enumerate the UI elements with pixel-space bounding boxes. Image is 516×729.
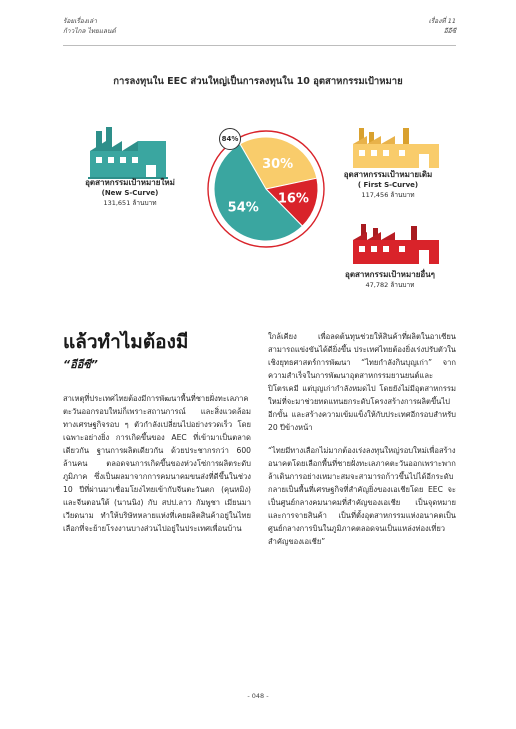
quote-paragraph: “ไทยมีทางเลือกไม่มากต้องเร่งลงทุนใหญ่รอบใหม่เพื่อสร้างอนาคตโดยเลือกพื้นที่ชายฝั่งทะเลภาคตะวันออกเพราะพากล้าเดินการอย่างเหมาะสมจะสามารถก้าวขึ้นไปได้อีกระดับ กลายเป็นพื้นที่เศรษฐกิจที่สำคัญยิ่งของเอเชียโดย EEC จะเป็นศูนย์กลางคมนาคมที่สำคัญของเอเชีย เป็นจุดหมายและการจายสินค้า เป็นที่ตั้งอุตสาหกรรมแห่งอนาคตเป็นศูนย์กลางการบินในภูมิภาคตลอดจนเป็นแหล่งท่องเที่ยวสำคัญของเอเชีย” (268, 446, 456, 546)
factory-first-icon (353, 128, 439, 168)
pie-slice-label: 54% (227, 200, 259, 216)
running-header-left (63, 16, 116, 36)
story-number: เรื่องที่ 11 (428, 17, 456, 25)
label-new-value: 131,651 ล้านบาท (103, 199, 157, 207)
header-divider (63, 45, 456, 46)
label-new-s-curve (60, 178, 200, 208)
label-other-value: 47,782 ล้านบาท (365, 281, 415, 289)
story-topic: อีอีซี (443, 27, 456, 35)
combined-share-badge: 84% (219, 128, 241, 150)
pie-slice-label: 30% (262, 156, 294, 172)
right-column (268, 330, 456, 558)
body-paragraph: ใกล้เคียง เพื่อลดต้นทุนช่วยให้สินค้าที่ผลิตในอาเซียนสามารถแข่งขันได้ดียิ่งขึ้น ประเทศไทยต้องยิ่งเร่งปรับตัวในเชิงยุทธศาสตร์การพัฒนา “ไทยกำลังกินบุญเก่า” จากความสำเร็จในการพัฒนาอุตสาหกรรมยานยนต์และปิโตรเคมี แต่บุญเก่ากำลังหมดไป โดยยังไม่มีอุตสาหกรรมใหม่ที่จะมาช่วยทดแทนยกระดับโครงสร้างการผลิตขึ้นไปอีกขั้น และสร้างความเข้มแข็งให้กับประเทศอีกรอบสำหรับ 20 ปีข้างหน้า (268, 332, 456, 432)
article-subtitle: “อีอีซี” (63, 358, 98, 371)
page-number: - 048 - (247, 692, 269, 700)
label-first-name: อุตสาหกรรมเป้าหมายเดิม (343, 170, 433, 179)
label-other-industries (330, 270, 450, 290)
series-title: ร้อยเรื่องเล่า (63, 17, 97, 25)
label-first-sub: ( First S-Curve) (357, 181, 419, 189)
label-new-sub: (New S-Curve) (101, 189, 159, 197)
article-title: แล้วทำไมต้องมี (63, 331, 189, 353)
series-subtitle: ก้าวไกล ไทยแลนด์ (63, 27, 116, 35)
figure-title: การลงทุนใน EEC ส่วนใหญ่เป็นการลงทุนใน 10 อุตสาหกรรมเป้าหมาย (113, 76, 403, 87)
investment-pie-chart (200, 128, 332, 250)
label-new-name: อุตสาหกรรมเป้าหมายใหม่ (85, 178, 175, 187)
left-column (63, 392, 251, 545)
factory-new-icon (88, 127, 168, 179)
label-first-value: 117,456 ล้านบาท (361, 191, 415, 199)
label-other-name: อุตสาหกรรมเป้าหมายอื่นๆ (345, 270, 435, 279)
running-header-right (429, 16, 456, 36)
body-paragraph: สาเหตุที่ประเทศไทยต้องมีการพัฒนาพื้นที่ชายฝั่งทะเลภาคตะวันออกรอบใหม่ก็เพราะสถานการณ์ และสิ่งแวดล้อมทางเศรษฐกิจรอบ ๆ ตัวกำลังเปลี่ยนไปอย่างรวดเร็ว โดยเฉพาะอย่างยิ่ง การเกิดขึ้นของ AEC ที่เข้ามาเป็นตลาดเดียวกัน ฐานการผลิตเดียวกัน ด้วยประชากรกว่า 600 ล้านคน ตลอดจนการเกิดขึ้นของห่วงโซ่การผลิตระดับภูมิภาค ซึ่งเป็นผลมาจากการคมนาคมขนส่งที่ดีขึ้นในช่วง 10 ปีที่ผ่านมาเชื่อมโยงไทยเข้ากับจีนตะวันตก (คุนหมิง) และจีนตอนใต้ (นานนิง) กับ สปป.ลาว กัมพูชา เมียนมา เวียดนาม ทำให้บริษัทหลายแห่งที่เคยผลิตสินค้าอยู่ในไทยเลือกที่จะย้ายโรงงานบางส่วนไปอยู่ในประเทศเพื่อนบ้าน (63, 394, 251, 533)
label-first-s-curve (328, 170, 448, 200)
factory-other-icon (353, 224, 439, 264)
pie-slice-label: 16% (277, 191, 309, 207)
